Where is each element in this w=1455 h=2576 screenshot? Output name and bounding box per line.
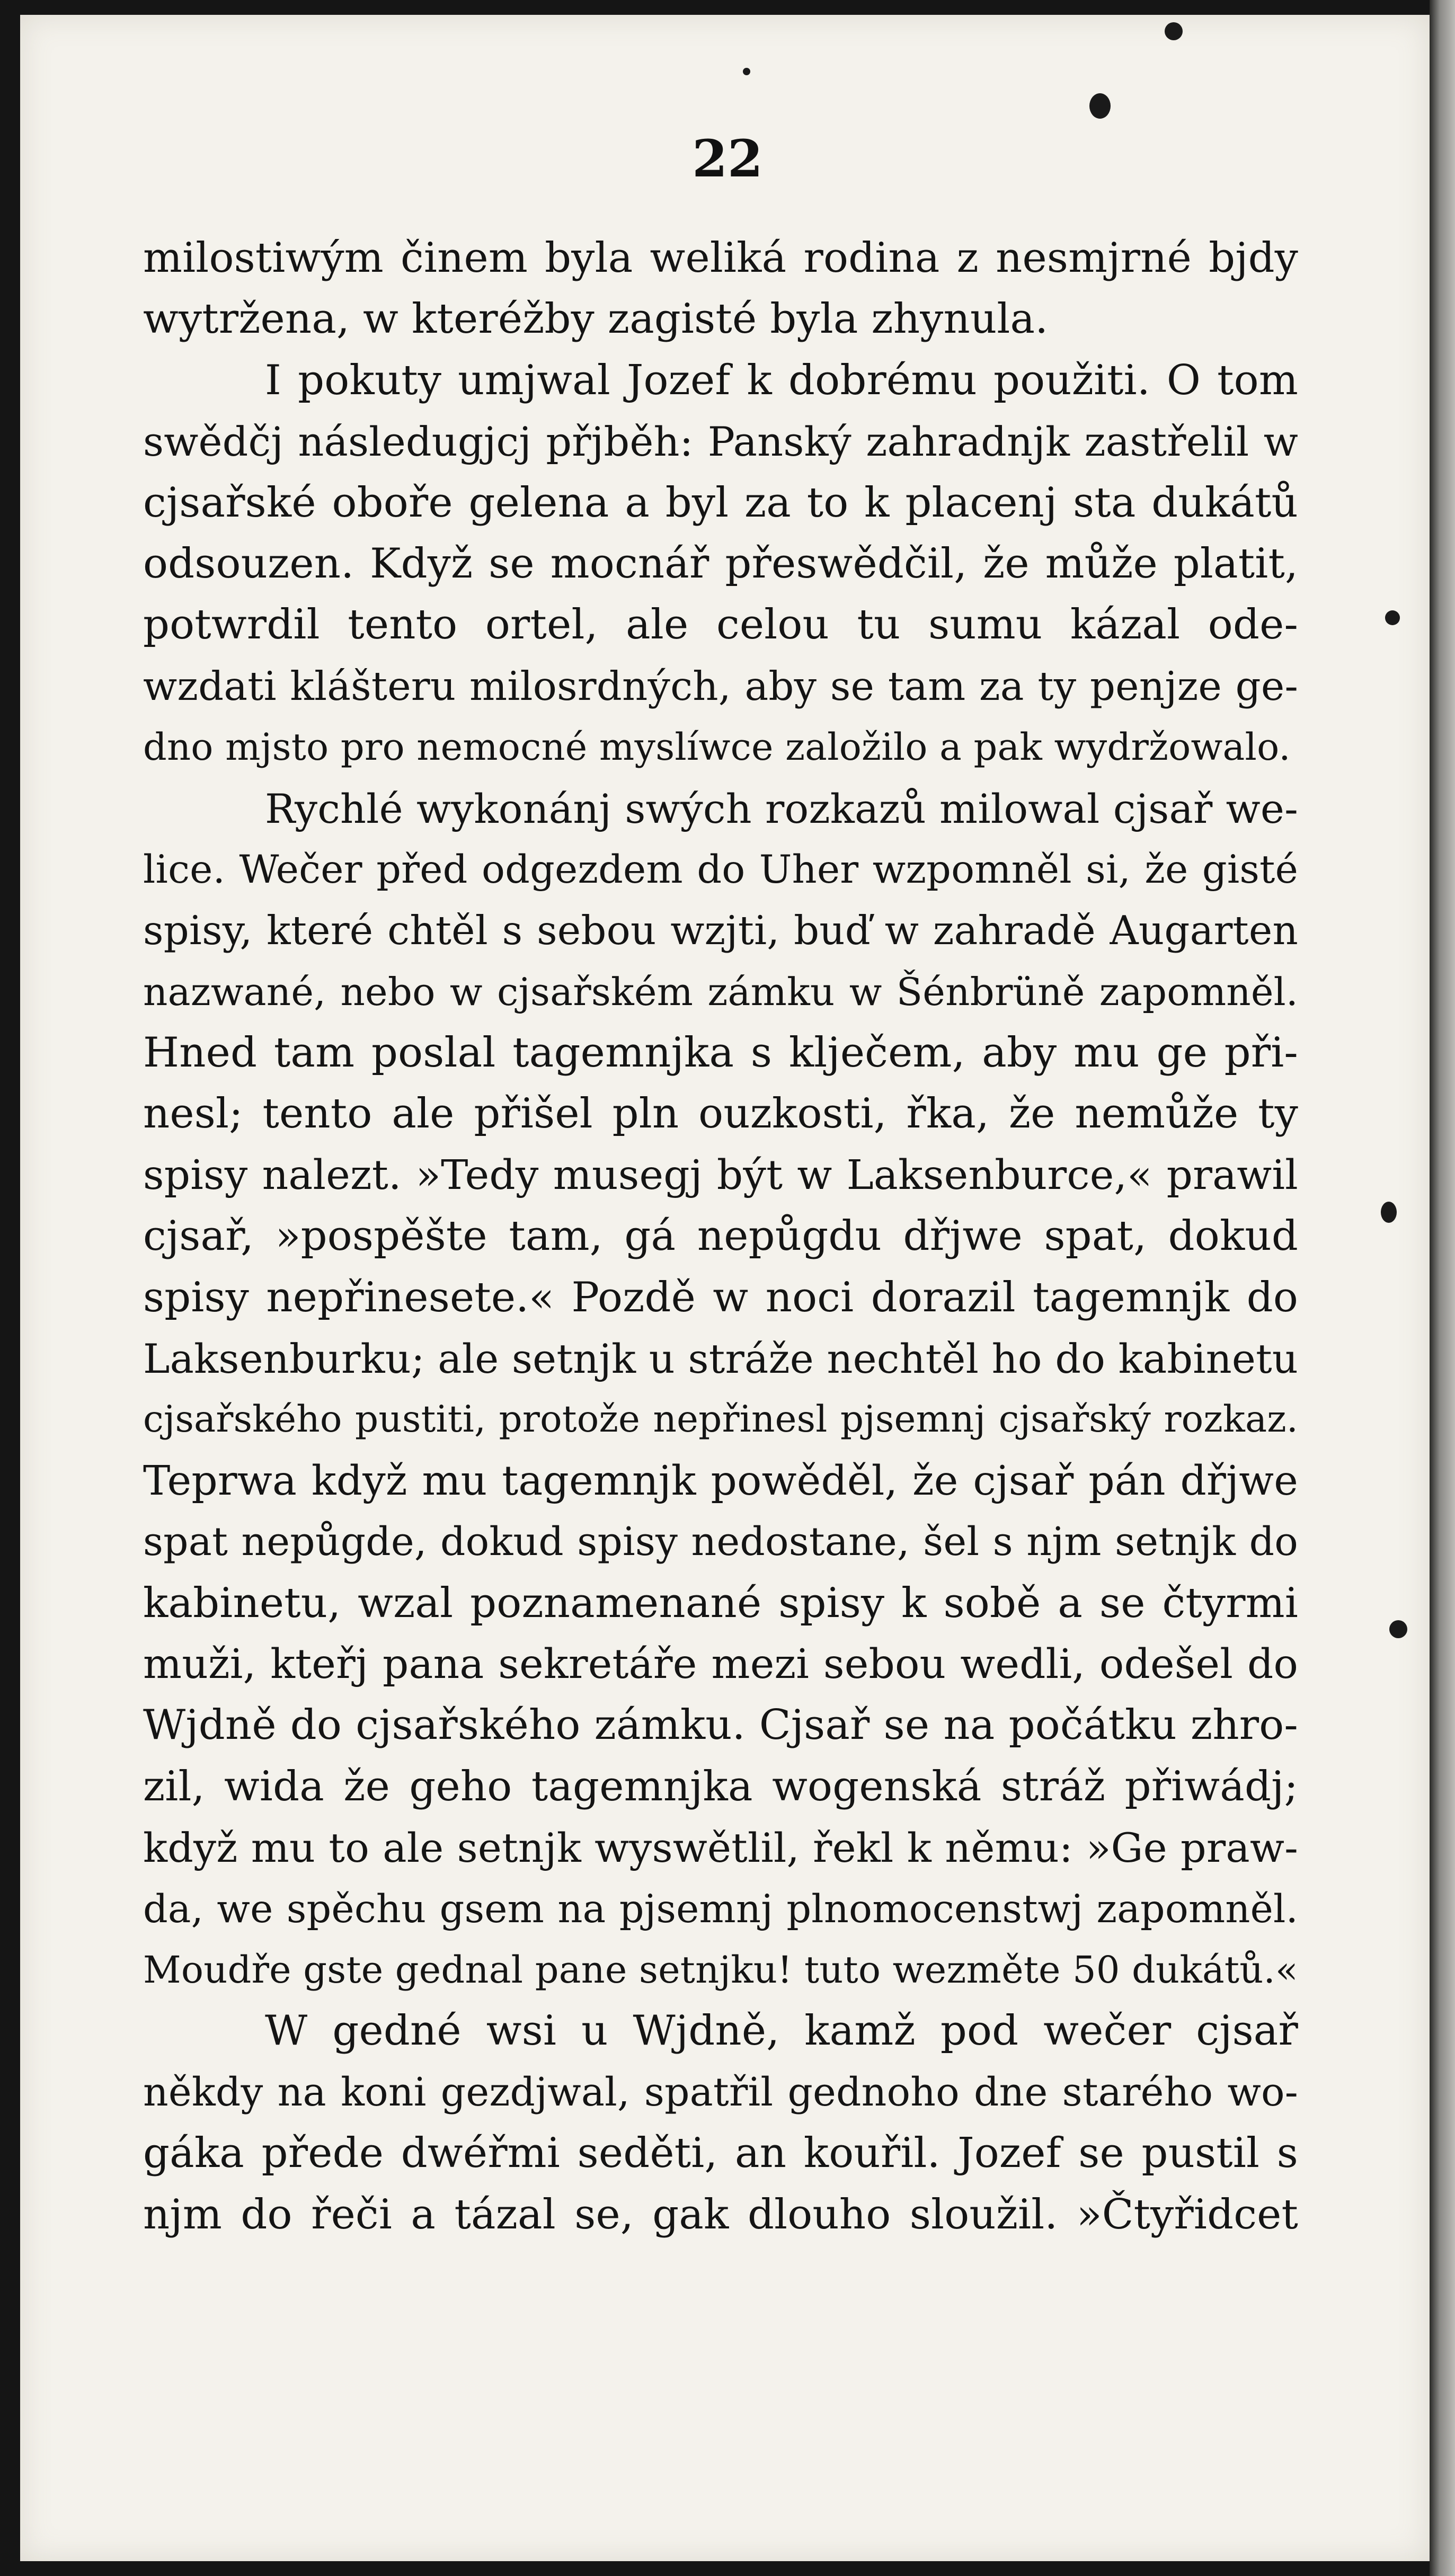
text-line: spisy, které chtěl s sebou wzjti, buď w zahradě Augarten	[143, 907, 1298, 954]
text-line: spat nepůgde, dokud spisy nedostane, šel s njm setnjk do	[143, 1519, 1298, 1565]
text-line: milostiwým činem byla weliká rodina z nesmjrné bjdy	[143, 234, 1298, 282]
text-line: spisy nepřinesete.« Pozdě w noci dorazil tagemnjk do	[143, 1273, 1298, 1321]
text-line: Hned tam poslal tagemnjka s klječem, aby mu ge při-	[143, 1029, 1298, 1077]
text-line: nazwané, nebo w cjsařském zámku w Šénbrüně zapomněl.	[143, 969, 1298, 1014]
text-line: muži, kteřj pana sekretáře mezi sebou wedli, odešel do	[143, 1640, 1298, 1688]
text-line: zil, wida že geho tagemnjka wogenská stráž přiwádj;	[143, 1762, 1298, 1810]
text-line: wytržena, w kteréžby zagisté byla zhynula.	[143, 295, 1049, 343]
text-line: W gedné wsi u Wjdně, kamž pod wečer cjsař	[265, 2007, 1298, 2055]
text-line: Laksenburku; ale setnjk u stráže nechtěl ho do kabinetu	[143, 1335, 1298, 1383]
text-line: potwrdil tento ortel, ale celou tu sumu kázal ode-	[143, 601, 1298, 649]
text-line: swědčj následugjcj přjběh: Panský zahradnjk zastřelil w	[143, 418, 1298, 466]
ink-speck	[743, 68, 750, 75]
text-line: Moudře gste gednal pane setnjku! tuto wezměte 50 dukátů.«	[143, 1948, 1298, 1992]
text-line: Wjdně do cjsařského zámku. Cjsař se na počátku zhro-	[143, 1701, 1298, 1749]
text-line: cjsařského pustiti, protože nepřinesl pjsemnj cjsařský rozkaz.	[143, 1398, 1298, 1441]
text-line: lice. Wečer před odgezdem do Uher wzpomněl si, že gisté	[143, 847, 1298, 892]
text-line: cjsařské oboře gelena a byl za to k placenj sta dukátů	[143, 478, 1298, 527]
text-line: dno mjsto pro nemocné myslíwce založilo a pak wydržowalo.	[143, 725, 1291, 769]
text-line: njm do řeči a tázal se, gak dlouho sloužil. »Čtyřidcet	[143, 2190, 1298, 2239]
text-line: wzdati klášteru milosrdných, aby se tam za ty penjze ge-	[143, 662, 1298, 709]
text-line: kabinetu, wzal poznamenané spisy k sobě a se čtyrmi	[143, 1579, 1298, 1627]
page-number: 22	[692, 129, 763, 189]
text-line: odsouzen. Když se mocnář přeswědčil, že může platit,	[143, 539, 1298, 588]
text-line: někdy na koni gezdjwal, spatřil gednoho dne starého wo-	[143, 2069, 1298, 2115]
text-line: Teprwa když mu tagemnjk powěděl, že cjsař pán dřjwe	[143, 1457, 1298, 1505]
body-text	[143, 228, 1298, 2245]
text-line: gáka přede dwéřmi seděti, an kouřil. Jozef se pustil s	[143, 2129, 1298, 2178]
page-edge	[1430, 0, 1455, 2576]
ink-speck	[1165, 22, 1183, 40]
ink-speck	[1381, 1202, 1397, 1223]
ink-speck	[1385, 610, 1400, 625]
text-line: da, we spěchu gsem na pjsemnj plnomocenstwj zapomněl.	[143, 1886, 1298, 1932]
text-line: Rychlé wykonánj swých rozkazů milowal cjsař we-	[265, 785, 1298, 832]
ink-speck	[1389, 1620, 1407, 1638]
text-line: spisy nalezt. »Tedy musegj být w Laksenburce,« prawil	[143, 1151, 1298, 1199]
text-line: když mu to ale setnjk wyswětlil, řekl k němu: »Ge praw-	[143, 1824, 1298, 1872]
text-line: cjsař, »pospěšte tam, gá nepůgdu dřjwe spat, dokud	[143, 1212, 1298, 1260]
text-line: I pokuty umjwal Jozef k dobrému použiti. O tom	[265, 356, 1298, 404]
text-line: nesl; tento ale přišel pln ouzkosti, řka, že nemůže ty	[143, 1090, 1298, 1138]
ink-speck	[1089, 93, 1111, 119]
